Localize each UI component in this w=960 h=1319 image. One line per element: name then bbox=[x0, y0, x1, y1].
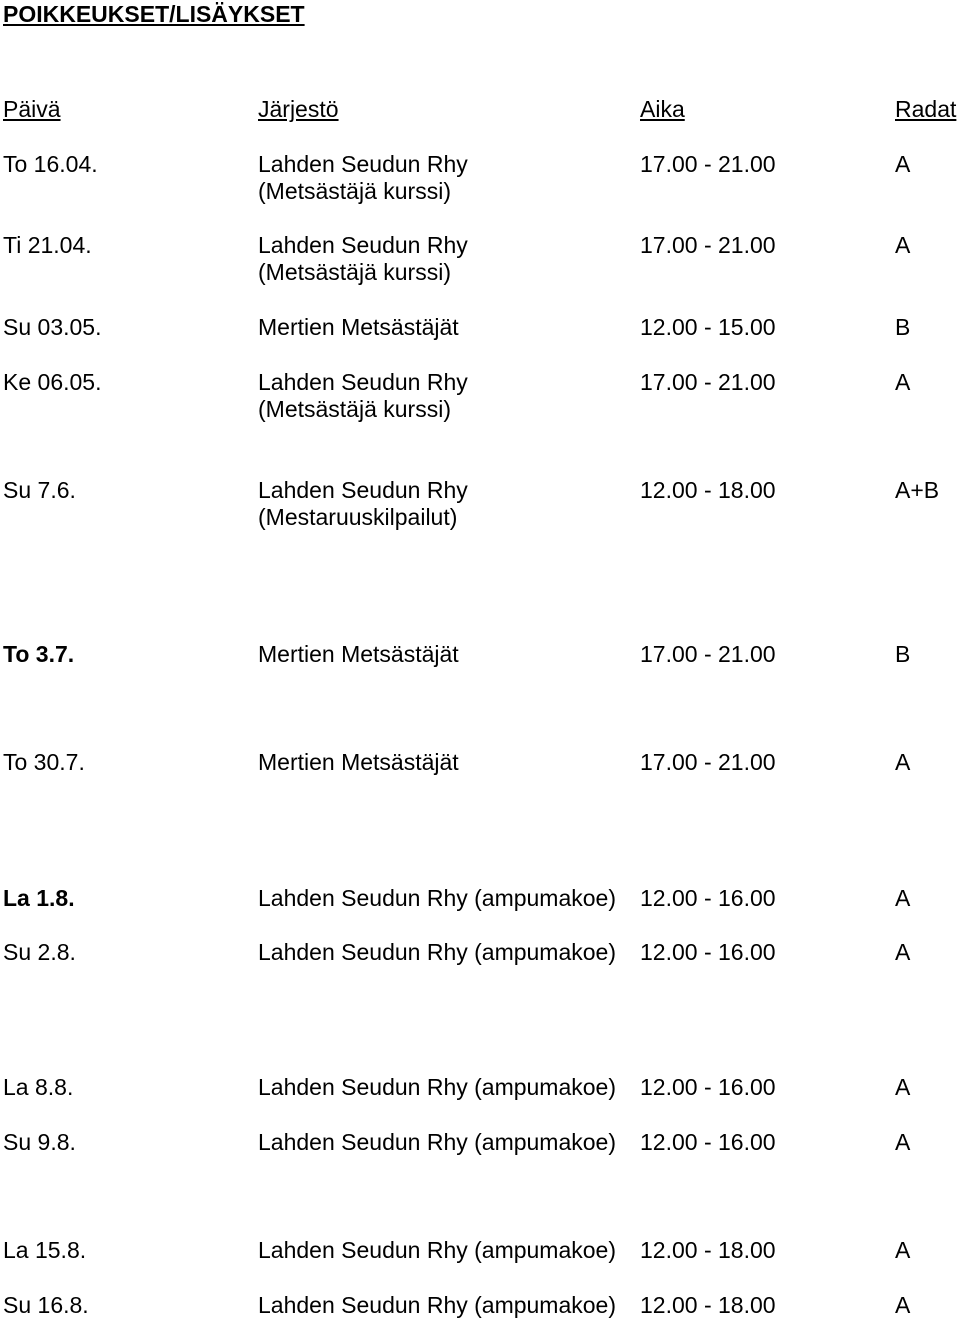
header-track: Radat bbox=[895, 96, 957, 122]
header-org: Järjestö bbox=[258, 96, 339, 122]
row-track: A bbox=[895, 369, 911, 395]
table-row bbox=[0, 150, 960, 210]
row-org: Lahden Seudun Rhy (ampumakoe) bbox=[258, 1129, 617, 1155]
row-track: A bbox=[895, 885, 911, 911]
row-org: Mertien Metsästäjät bbox=[258, 749, 459, 775]
row-note: (Mestaruuskilpailut) bbox=[258, 504, 458, 530]
table-row bbox=[0, 476, 960, 536]
table-row bbox=[0, 1291, 960, 1319]
row-day: Su 2.8. bbox=[3, 939, 76, 965]
row-track: A bbox=[895, 1129, 911, 1155]
header-time: Aika bbox=[640, 96, 685, 122]
table-row bbox=[0, 1128, 960, 1188]
table-row bbox=[0, 884, 960, 944]
row-track: A bbox=[895, 1237, 911, 1263]
table-row bbox=[0, 748, 960, 808]
row-org: Mertien Metsästäjät bbox=[258, 641, 459, 667]
row-track: A bbox=[895, 939, 911, 965]
row-time: 12.00 - 16.00 bbox=[640, 1074, 776, 1100]
row-time: 12.00 - 15.00 bbox=[640, 314, 776, 340]
row-track: A+B bbox=[895, 477, 940, 503]
row-note: (Metsästäjä kurssi) bbox=[258, 396, 451, 422]
row-day: La 1.8. bbox=[3, 885, 75, 911]
header-day: Päivä bbox=[3, 96, 61, 122]
table-header bbox=[0, 95, 960, 155]
row-day: Su 03.05. bbox=[3, 314, 102, 340]
row-day: La 8.8. bbox=[3, 1074, 74, 1100]
row-org: Lahden Seudun Rhy (ampumakoe) bbox=[258, 1074, 617, 1100]
row-day: Ke 06.05. bbox=[3, 369, 102, 395]
table-row bbox=[0, 938, 960, 998]
row-time: 12.00 - 18.00 bbox=[640, 1237, 776, 1263]
row-track: A bbox=[895, 232, 911, 258]
row-org: Lahden Seudun Rhy bbox=[258, 232, 468, 258]
row-track: A bbox=[895, 749, 911, 775]
row-day: To 30.7. bbox=[3, 749, 85, 775]
row-day: To 16.04. bbox=[3, 151, 98, 177]
row-time: 17.00 - 21.00 bbox=[640, 151, 776, 177]
row-note: (Metsästäjä kurssi) bbox=[258, 178, 451, 204]
row-time: 12.00 - 18.00 bbox=[640, 1292, 776, 1318]
table-row bbox=[0, 313, 960, 373]
row-org: Lahden Seudun Rhy (ampumakoe) bbox=[258, 1292, 617, 1318]
table-row bbox=[0, 640, 960, 700]
row-track: A bbox=[895, 151, 911, 177]
row-time: 12.00 - 16.00 bbox=[640, 885, 776, 911]
row-day: To 3.7. bbox=[3, 641, 75, 667]
row-time: 17.00 - 21.00 bbox=[640, 641, 776, 667]
row-track: A bbox=[895, 1292, 911, 1318]
table-row bbox=[0, 1073, 960, 1133]
row-org: Lahden Seudun Rhy (ampumakoe) bbox=[258, 1237, 617, 1263]
row-time: 17.00 - 21.00 bbox=[640, 232, 776, 258]
row-org: Lahden Seudun Rhy bbox=[258, 477, 468, 503]
row-day: Su 9.8. bbox=[3, 1129, 76, 1155]
row-time: 12.00 - 16.00 bbox=[640, 1129, 776, 1155]
row-time: 17.00 - 21.00 bbox=[640, 749, 776, 775]
row-track: A bbox=[895, 1074, 911, 1100]
row-org: Lahden Seudun Rhy (ampumakoe) bbox=[258, 885, 617, 911]
row-note: (Metsästäjä kurssi) bbox=[258, 259, 451, 285]
page-title: POIKKEUKSET/LISÄYKSET bbox=[3, 1, 305, 27]
row-org: Lahden Seudun Rhy (ampumakoe) bbox=[258, 939, 617, 965]
row-day: Ti 21.04. bbox=[3, 232, 92, 258]
table-row bbox=[0, 231, 960, 291]
row-time: 12.00 - 18.00 bbox=[640, 477, 776, 503]
row-org: Mertien Metsästäjät bbox=[258, 314, 459, 340]
row-day: La 15.8. bbox=[3, 1237, 87, 1263]
row-time: 12.00 - 16.00 bbox=[640, 939, 776, 965]
row-time: 17.00 - 21.00 bbox=[640, 369, 776, 395]
row-day: Su 16.8. bbox=[3, 1292, 89, 1318]
row-org: Lahden Seudun Rhy bbox=[258, 151, 468, 177]
row-day: Su 7.6. bbox=[3, 477, 76, 503]
row-track: B bbox=[895, 314, 911, 340]
row-org: Lahden Seudun Rhy bbox=[258, 369, 468, 395]
table-row bbox=[0, 1236, 960, 1296]
row-track: B bbox=[895, 641, 911, 667]
table-row bbox=[0, 368, 960, 428]
